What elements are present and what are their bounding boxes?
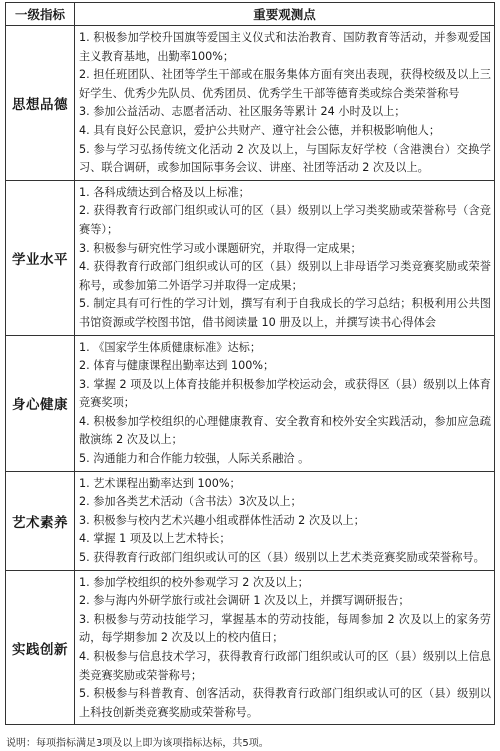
table-row	[6, 180, 495, 335]
points-cell	[75, 471, 495, 570]
observation-point: 4. 获得教育行政部门组织或认可的区（县）级别以上非母语学习类竞赛奖励或荣誉称号，或参加第二外语学习并取得一定成果；	[79, 260, 491, 292]
footer-note: 说明：每项指标满足3项及以上即为该项指标达标，共5项。	[6, 738, 269, 749]
category-moral: 思想品德	[6, 26, 75, 181]
observation-point: 5. 参与学习弘扬传统文化活动 2 次及以上，与国际友好学校（含港澳台）交换学习、联合调研，或参加国际事务会议、讲座、社团等活动 2 次及以上。	[79, 142, 491, 175]
header-category: 一级指标	[6, 3, 75, 26]
evaluation-table	[5, 2, 495, 725]
observation-point: 4. 积极参加学校组织的心理健康教育、安全教育和校外安全实践活动，参加应急疏散演练 2 次及以上；	[79, 414, 491, 447]
observation-point: 4. 掌握 1 项及以上艺术特长；	[79, 532, 231, 546]
observation-point: 2. 获得教育行政部门组织或认可的区（县）级别以上学习类奖励或荣誉称号（含竞赛等）；	[79, 204, 491, 236]
observation-point: 3. 参加公益活动、志愿者活动、社区服务等累计 24 小时及以上；	[79, 105, 406, 119]
table-row	[6, 471, 495, 570]
observation-point: 3. 积极参与研究性学习或小课题研究，并取得一定成果；	[79, 241, 362, 255]
observation-point: 1. 参加学校组织的校外参观学习 2 次及以上；	[79, 575, 309, 589]
observation-point: 2. 体育与健康课程出勤率达到 100%；	[79, 359, 275, 373]
observation-point: 5. 沟通能力和合作能力较强，人际关系融洽 。	[79, 452, 310, 466]
table-row	[6, 335, 495, 471]
table-row	[6, 26, 495, 181]
observation-point: 2. 参加各类艺术活动（含书法）3次及以上；	[79, 495, 302, 509]
category-health: 身心健康	[6, 335, 75, 471]
observation-point: 3. 掌握 2 项及以上体育技能并积极参加学校运动会，或获得区（县）级别以上体育竞赛奖项；	[79, 377, 491, 410]
category-arts: 艺术素养	[6, 471, 75, 570]
observation-point: 2. 参与海内外研学旅行或社会调研 1 次及以上，并撰写调研报告；	[79, 594, 410, 608]
points-cell	[75, 180, 495, 335]
observation-point: 4. 具有良好公民意识，爱护公共财产、遵守社会公德，并积极影响他人；	[79, 123, 441, 137]
observation-point: 5. 获得教育行政部门组织或认可的区（县）级别以上艺术类竞赛奖励或荣誉称号。	[79, 551, 485, 565]
observation-point: 5. 积极参与科普教育、创客活动，获得教育行政部门组织或认可的区（县）级别以上科技创新类竞赛奖励或荣誉称号。	[79, 687, 491, 719]
table-header-row	[6, 3, 495, 26]
observation-point: 4. 积极参与信息技术学习，获得教育行政部门组织或认可的区（县）级别以上信息类竞赛奖励或荣誉称号；	[79, 650, 491, 682]
observation-point: 1. 积极参加学校升国旗等爱国主义仪式和法治教育、国防教育等活动，并参观爱国主义教育基地，出勤率100%；	[79, 31, 491, 63]
observation-point: 5. 制定具有可行性的学习计划，撰写有利于自我成长的学习总结；积极利用公共图书馆资源或学校图书馆，借书阅读量 10 册及以上，并撰写读书心得体会	[79, 297, 491, 329]
observation-point: 2. 担任班团队、社团等学生干部或在服务集体方面有突出表现，获得校级及以上三好学生、优秀少先队员、优秀团员、优秀学生干部等德育类或综合类荣誉称号	[79, 68, 491, 100]
observation-point: 1. 各科成绩达到合格及以上标准；	[79, 185, 250, 199]
points-cell	[75, 570, 495, 725]
points-cell	[75, 335, 495, 471]
category-practice: 实践创新	[6, 570, 75, 725]
observation-point: 3. 积极参与劳动技能学习，掌握基本的劳动技能，每周参加 2 次及以上的家务劳动，每学期参加 2 次及以上的校内值日；	[79, 612, 491, 645]
observation-point: 1. 《国家学生体质健康标准》达标；	[79, 340, 262, 354]
points-cell	[75, 26, 495, 181]
table-row	[6, 570, 495, 725]
observation-point: 3. 积极参与校内艺术兴趣小组或群体性活动 2 次及以上；	[79, 513, 365, 527]
category-academic: 学业水平	[6, 180, 75, 335]
header-points: 重要观测点	[75, 3, 495, 26]
observation-point: 1. 艺术课程出勤率达到 100%；	[79, 476, 241, 490]
